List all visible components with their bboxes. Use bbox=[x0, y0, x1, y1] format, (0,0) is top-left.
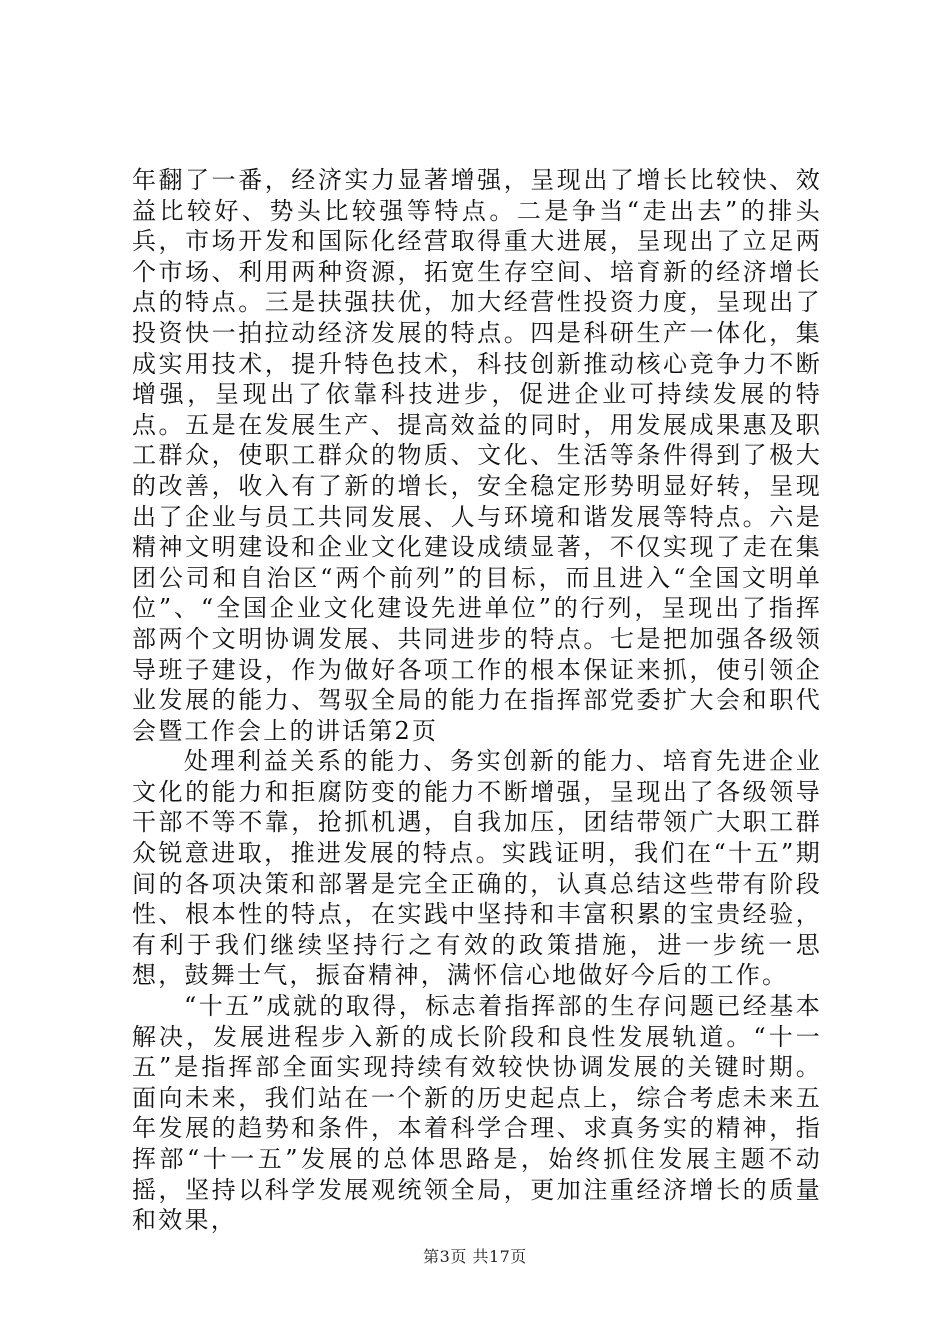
paragraph-1: 年翻了一番，经济实力显著增强，呈现出了增长比较快、效益比较好、势头比较强等特点。二是争当“走出去”的排头兵，市场开发和国际化经营取得重大进展，呈现出了立足两个市场、利用两种资源，拓宽生存空间、培育新的经济增长点的特点。三是扶强扶优，加大经营性投资力度，呈现出了投资快一拍拉动经济发展的特点。四是科研生产一体化，集成实用技术，提升特色技术，科技创新推动核心竞争力不断增强，呈现出了依靠科技进步，促进企业可持续发展的特点。五是在发展生产、提高效益的同时，用发展成果惠及职工群众，使职工群众的物质、文化、生活等条件得到了极大的改善，收入有了新的增长，安全稳定形势明显好转，呈现出了企业与员工共同发展、人与环境和谐发展等特点。六是精神文明建设和企业文化建设成绩显著，不仅实现了走在集团公司和自治区“两个前列”的目标，而且进入“全国文明单位”、“全国企业文化建设先进单位”的行列，呈现出了指挥部两个文明协调发展、共同进步的特点。七是把加强各级领导班子建设，作为做好各项工作的根本保证来抓，使引领企业发展的能力、驾驭全局的能力在指挥部党委扩大会和职代会暨工作会上的讲话第2页 bbox=[132, 166, 822, 745]
paragraph-2: 处理利益关系的能力、务实创新的能力、培育先进企业文化的能力和拒腐防变的能力不断增强，呈现出了各级领导干部不等不靠，抢抓机遇，自我加压，团结带领广大职工群众锐意进取，推进发展的特点。实践证明，我们在“十五”期间的各项决策和部署是完全正确的，认真总结这些带有阶段性、根本性的特点，在实践中坚持和丰富积累的宝贵经验，有利于我们继续坚持行之有效的政策措施，进一步统一思想，鼓舞士气，振奋精神，满怀信心地做好今后的工作。 bbox=[132, 747, 822, 990]
page-number-footer: 第3页 共17页 bbox=[423, 1247, 527, 1266]
paragraph-3: “十五”成就的取得，标志着指挥部的生存问题已经基本解决，发展进程步入新的成长阶段和良性发展轨道。“十一五”是指挥部全面实现持续有效较快协调发展的关键时期。面向未来，我们站在一个新的历史起点上，综合考虑未来五年发展的趋势和条件，本着科学合理、求真务实的精神，指挥部“十一五”发展的总体思路是，始终抓住发展主题不动摇，坚持以科学发展观统领全局，更加注重经济增长的质量和效果， bbox=[132, 992, 822, 1235]
document-body bbox=[132, 165, 822, 1236]
